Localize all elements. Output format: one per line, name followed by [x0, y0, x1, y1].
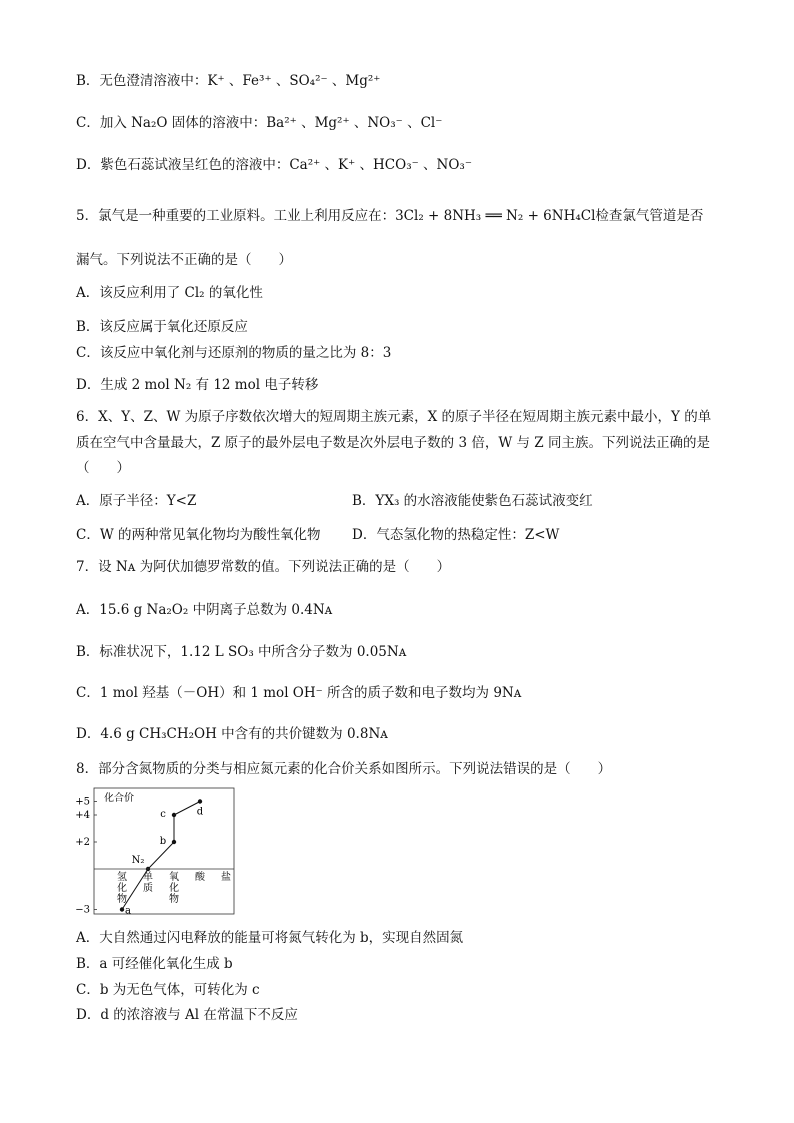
q5-option-c: C．该反应中氧化剂与还原剂的物质的量之比为 8：3 [76, 345, 392, 361]
x-category-label [169, 870, 179, 905]
x-category-char: 化 [117, 883, 127, 894]
q6-option-c: C．W 的两种常见氧化物均为酸性氧化物 [76, 527, 321, 543]
q5-stem-line1 [76, 207, 703, 225]
x-category-char: 氧 [169, 872, 179, 883]
q6-option-d: D．气态氢化物的热稳定性：Z<W [352, 527, 560, 543]
q4-option-b-label: B．无色澄清溶液中： [76, 73, 208, 89]
y-tick-label: +2 [75, 837, 90, 848]
q7-option-a: A．15.6 g Na₂O₂ 中阴离子总数为 0.4Nᴀ [76, 602, 333, 618]
q7-option-b: B．标准状况下，1.12 L SO₃ 中所含分子数为 0.05Nᴀ [76, 644, 407, 660]
chart-title: 化合价 [104, 793, 134, 804]
q5-option-d: D．生成 2 mol N₂ 有 12 mol 电子转移 [76, 377, 319, 393]
x-category-char: 质 [143, 883, 153, 894]
q7-option-c: C．1 mol 羟基（－OH）和 1 mol OH⁻ 所含的质子数和电子数均为 9Nᴀ [76, 685, 522, 701]
q5-equation: 3Cl₂ + 8NH₃ ══ N₂ + 6NH₄Cl [395, 208, 596, 224]
point-c [172, 813, 176, 817]
point-label: b [159, 836, 167, 847]
q4-option-b-text: K⁺ 、Fe³⁺ 、SO₄²⁻ 、Mg²⁺ [207, 73, 381, 89]
point-label: a [125, 905, 131, 917]
x-category-char: 物 [169, 894, 179, 905]
x-category-char: 盐 [221, 872, 231, 883]
q4-option-d-text: Ca²⁺ 、K⁺ 、HCO₃⁻ 、NO₃⁻ [289, 157, 472, 173]
x-category-char: 化 [169, 883, 179, 894]
x-category-char: 酸 [195, 872, 205, 883]
q4-option-c [76, 114, 442, 132]
valence-chart [70, 786, 240, 918]
point-label: c [160, 809, 166, 820]
q5-stem-part1: 5．氯气是一种重要的工业原料。工业上利用反应在： [76, 208, 396, 224]
q6-option-a: A．原子半径：Y<Z [76, 493, 197, 509]
q6-stem-line3: （ ） [76, 460, 130, 476]
q8-option-c: C．b 为无色气体，可转化为 c [76, 982, 260, 998]
q6-stem-line2: 质在空气中含量最大，Z 原子的最外层电子数是次外层电子数的 3 倍，W 与 Z 同主族。下列说法正确的是 [76, 435, 710, 451]
y-tick-label: −3 [75, 904, 90, 916]
q8-stem: 8．部分含氮物质的分类与相应氮元素的化合价关系如图所示。下列说法错误的是（ ） [76, 761, 612, 777]
point-b [172, 840, 176, 844]
x-category-char: 单 [143, 872, 153, 883]
q5-option-b: B．该反应属于氧化还原反应 [76, 319, 248, 335]
q8-option-a: A．大自然通过闪电释放的能量可将氮气转化为 b，实现自然固氮 [76, 930, 464, 946]
q4-option-d [76, 156, 472, 174]
x-category-char: 氢 [117, 872, 127, 883]
q5-stem-part2: 检查氯气管道是否 [595, 208, 704, 224]
q8-option-d: D．d 的浓溶液与 Al 在常温下不反应 [76, 1007, 298, 1023]
x-category-char: 物 [117, 894, 127, 905]
y-tick-label: +5 [75, 796, 90, 808]
q6-option-b: B．YX₃ 的水溶液能使紫色石蕊试液变红 [352, 493, 593, 509]
q6-stem-line1: 6．X、Y、Z、W 为原子序数依次增大的短周期主族元素，X 的原子半径在短周期主族元素中最小，Y 的单 [76, 409, 712, 425]
point-d [198, 799, 202, 803]
q5-stem-line2: 漏气。下列说法不正确的是（ ） [76, 252, 292, 268]
point-label: N₂ [131, 855, 145, 866]
q7-stem: 7．设 Nᴀ 为阿伏加德罗常数的值。下列说法正确的是（ ） [76, 559, 451, 575]
x-category-label [221, 870, 231, 883]
point-a [120, 907, 124, 911]
q4-option-b [76, 72, 380, 90]
q4-option-c-label: C．加入 Na₂O 固体的溶液中： [76, 115, 267, 131]
y-tick-label: +4 [75, 810, 90, 821]
x-category-label [195, 870, 206, 883]
x-category-label [117, 870, 127, 905]
q4-option-d-label: D．紫色石蕊试液呈红色的溶液中： [76, 157, 290, 173]
point-label: d [196, 806, 204, 818]
chart-frame [94, 788, 234, 914]
q4-option-c-text: Ba²⁺ 、Mg²⁺ 、NO₃⁻ 、Cl⁻ [266, 115, 443, 131]
q8-option-b: B．a 可经催化氧化生成 b [76, 956, 233, 972]
q5-option-a: A．该反应利用了 Cl₂ 的氧化性 [76, 285, 263, 301]
q7-option-d: D．4.6 g CH₃CH₂OH 中含有的共价键数为 0.8Nᴀ [76, 726, 388, 742]
